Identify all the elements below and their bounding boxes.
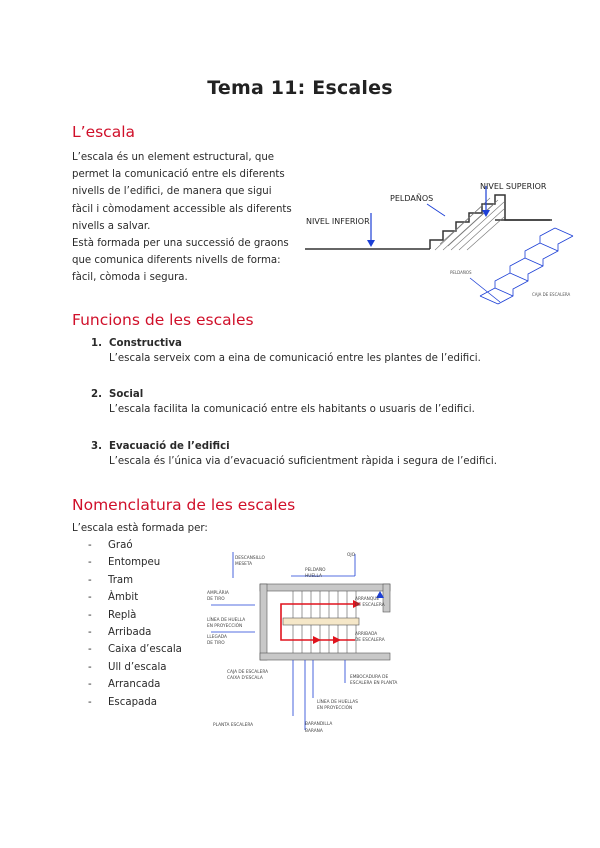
label-meseta: MESETA	[235, 562, 253, 567]
escala-line: fàcil i còmodament accessible als diferents	[72, 203, 292, 215]
item-name: Constructiva	[109, 338, 182, 349]
item-number: 3.	[91, 441, 102, 452]
label-nivel-superior: NIVEL SUPERIOR	[480, 182, 547, 191]
label-embocadura: EMBOCADURA DE	[350, 675, 389, 680]
escala-line: permet la comunicació entre els diferents	[72, 169, 285, 181]
label-caja: CAJA DE ESCALERA	[227, 670, 269, 675]
item-name: Social	[109, 389, 144, 400]
label-arribada-2: DE ESCALERA	[355, 638, 385, 643]
label-de-tiro: DE TIRO	[207, 597, 225, 602]
escala-line: fàcil, còmoda i segura.	[72, 272, 188, 284]
item-number: 1.	[91, 338, 102, 349]
escala-line: L’escala és un element estructural, que	[72, 152, 275, 163]
page-title: Tema 11: Escales	[207, 77, 393, 99]
label-planta: PLANTA ESCALERA	[213, 723, 254, 728]
label-peldano: PELDAÑO	[305, 568, 326, 573]
label-caixa: CAIXA D'ESCALA	[227, 676, 263, 681]
function-item	[91, 389, 475, 415]
escala-paragraph	[72, 149, 292, 287]
label-peldanos: PELDAÑOS	[390, 194, 434, 203]
label-llegada: LLEGADA	[207, 635, 227, 640]
label-barandilla: BARANDILLA	[305, 722, 333, 727]
escala-line: nivells a salvar.	[72, 220, 151, 232]
list-item: - Caixa d’escala	[88, 644, 182, 656]
item-description: L’escala facilita la comunicació entre els habitants o usuaris de l’edifici.	[109, 404, 475, 415]
item-number: 2.	[91, 389, 102, 400]
label-arranque-2: DE ESCALERA	[355, 603, 385, 608]
label-small-peldanos: PELDAÑOS	[450, 270, 472, 275]
stair-section-diagram	[300, 178, 590, 308]
item-description: L’escala serveix com a eina de comunicació entre les plantes de l’edifici.	[109, 353, 481, 364]
function-item	[91, 338, 481, 364]
section-heading-escala: L’escala	[72, 123, 135, 141]
label-linea-huella-2: EN PROYECCIÓN	[207, 624, 243, 629]
label-huella: HUELLA	[305, 574, 322, 579]
list-item: - Graó	[88, 540, 133, 551]
list-item: - Entompeu	[88, 557, 161, 569]
label-linea-nuez-2: EN PROYECCIÓN	[317, 706, 353, 711]
label-linea-nuez: LÍNEA DE HUELLAS	[317, 700, 358, 705]
label-descansillo: DESCANSILLO	[235, 556, 265, 561]
label-arribada: ARRIBADA	[355, 632, 378, 637]
label-ojo: OJO	[347, 553, 356, 558]
label-small-caja: CAJA DE ESCALERA	[532, 292, 571, 297]
stair-plan-diagram	[205, 548, 405, 738]
list-item: - Arribada	[88, 626, 152, 638]
label-nivel-inferior: NIVEL INFERIOR	[306, 217, 370, 226]
label-linea-huella: LÍNEA DE HUELLA	[207, 618, 246, 623]
terms-list	[88, 537, 182, 711]
item-name: Evacuació de l’edifici	[109, 441, 230, 452]
label-embocadura-2: ESCALERA EN PLANTA	[350, 681, 398, 686]
section-heading-nomenclatura: Nomenclatura de les escales	[72, 496, 296, 514]
label-llegada-2: DE TIRO	[207, 641, 225, 646]
list-item: - Arrancada	[88, 679, 161, 691]
label-barana: BARANA	[305, 729, 323, 734]
list-item: - Ull d’escala	[88, 661, 167, 673]
escala-line: que comunica diferents nivells de forma:	[72, 255, 281, 267]
item-description: L’escala és l’única via d’evacuació suficientment ràpida i segura de l’edifici.	[109, 456, 497, 467]
label-arranque: ARRANQUE	[355, 597, 380, 602]
escala-line: Està formada per una successió de graons	[72, 238, 289, 250]
label-amplaria: AMPLÀRIA	[207, 591, 229, 596]
nomenclatura-intro: L’escala està formada per:	[72, 523, 208, 534]
section-heading-funcions: Funcions de les escales	[72, 311, 254, 329]
function-item	[91, 441, 497, 467]
list-item: - Replà	[88, 609, 137, 621]
list-item: - Àmbit	[88, 592, 139, 604]
list-item: - Escapada	[88, 696, 158, 708]
escala-line: nivells de l’edifici, de manera que sigui	[72, 186, 272, 198]
list-item: - Tram	[88, 574, 134, 586]
